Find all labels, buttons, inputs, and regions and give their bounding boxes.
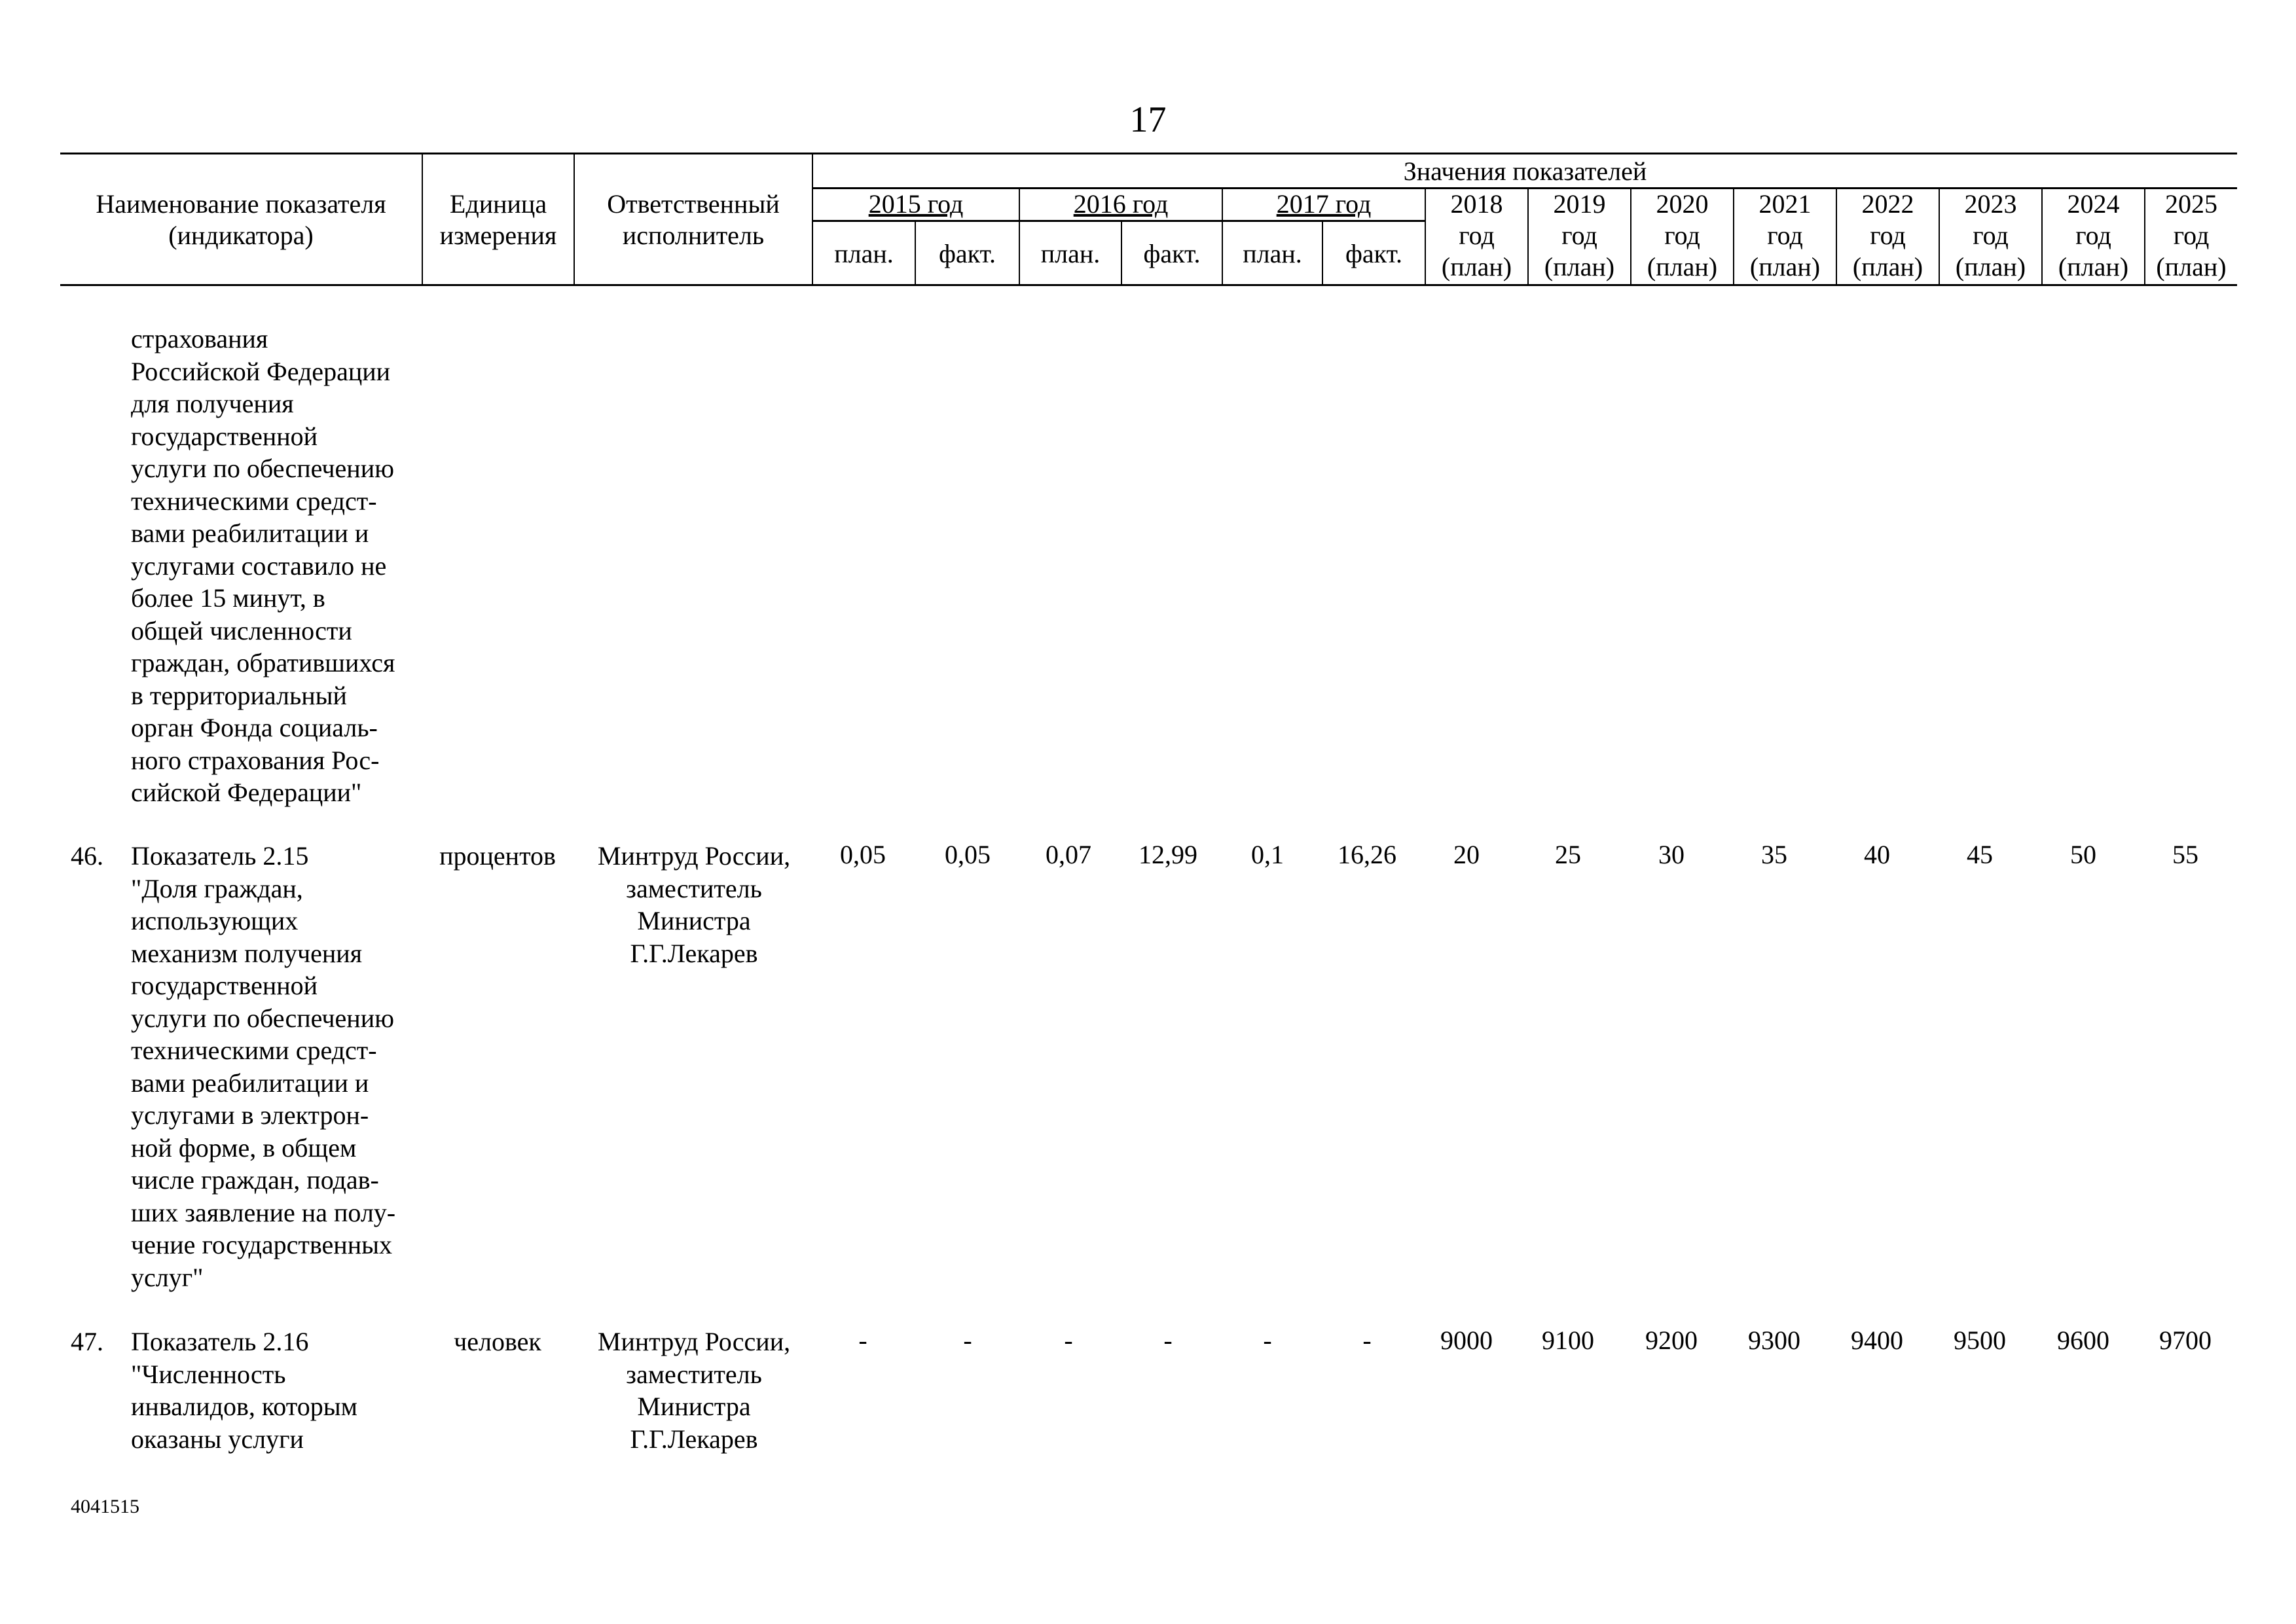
executor: Минтруд России, заместитель Министра Г.Г.Лекарев — [597, 841, 791, 968]
header-plan-year-2020: 2020 год (план) — [1630, 189, 1733, 284]
header-plan-year-2021: 2021 год (план) — [1733, 189, 1836, 284]
value-cell: 16,26 — [1338, 840, 1396, 869]
value-cell: 35 — [1761, 840, 1787, 869]
value-cell: - — [1362, 1326, 1372, 1355]
unit: процентов — [439, 841, 556, 871]
header-plan-year-2022: 2022 год (план) — [1836, 189, 1939, 284]
value-cell: 9600 — [2057, 1326, 2109, 1355]
header-year-2: 2016 год — [1019, 189, 1222, 220]
value-cell: - — [963, 1326, 972, 1355]
header-plan-1: план. — [812, 221, 915, 284]
value-cell: 45 — [1967, 840, 1993, 869]
value-cell: 50 — [2070, 840, 2096, 869]
header-year-subrule — [812, 220, 1425, 222]
row-number: 46. — [71, 841, 103, 871]
value-cell: 9200 — [1645, 1326, 1698, 1355]
header-executor: Ответственный исполнитель — [574, 154, 812, 284]
header-year-3: 2017 год — [1222, 189, 1425, 220]
value-cell: 0,05 — [945, 840, 991, 869]
document-id: 4041515 — [71, 1496, 139, 1517]
value-cell: 55 — [2172, 840, 2198, 869]
value-cell: - — [1263, 1326, 1272, 1355]
header-fact-3: факт. — [1322, 221, 1425, 284]
header-fact-2: факт. — [1121, 221, 1222, 284]
indicator-name: Показатель 2.16 "Численность инвалидов, которым оказаны услуги — [131, 1327, 357, 1454]
value-cell: 0,1 — [1251, 840, 1284, 869]
value-cell: - — [1163, 1326, 1173, 1355]
header-fact-1: факт. — [915, 221, 1019, 284]
value-cell: 9100 — [1542, 1326, 1594, 1355]
header-name: Наименование показателя (индикатора) — [96, 189, 386, 250]
executor: Минтруд России, заместитель Министра Г.Г.Лекарев — [597, 1327, 791, 1454]
value-cell: 40 — [1864, 840, 1890, 869]
value-cell: 20 — [1453, 840, 1480, 869]
row-number: 47. — [71, 1327, 103, 1356]
value-cell: 0,05 — [840, 840, 886, 869]
header-plan-year-2018: 2018 год (план) — [1425, 189, 1527, 284]
value-cell: 9000 — [1440, 1326, 1493, 1355]
header-plan-year-2019: 2019 год (план) — [1527, 189, 1630, 284]
header-unit: Единица измерения — [422, 154, 574, 284]
continuation-text: страхования Российской Федерации для получения государственной услуги по обеспечению техническими средст- вами реабилитации и услугами составило не более 15 минут, в общей численности граждан, обратившихся в территориальный орган Фонда социаль- ного страхования Рос- сийской Федерации" — [131, 324, 395, 807]
value-cell: - — [858, 1326, 867, 1355]
value-cell: 12,99 — [1139, 840, 1197, 869]
header-plan-year-2023: 2023 год (план) — [1939, 189, 2041, 284]
value-cell: 0,07 — [1046, 840, 1091, 869]
header-plan-year-2025: 2025 год (план) — [2144, 189, 2237, 284]
header-plan-3: план. — [1222, 221, 1322, 284]
value-cell: 9400 — [1851, 1326, 1903, 1355]
value-cell: 25 — [1555, 840, 1581, 869]
page-number: 17 — [1129, 99, 1167, 140]
value-cell: - — [1064, 1326, 1073, 1355]
header-values-group: Значения показателей — [812, 154, 2237, 187]
header-plan-year-2024: 2024 год (план) — [2041, 189, 2144, 284]
header-plan-2: план. — [1019, 221, 1121, 284]
unit: человек — [454, 1327, 541, 1356]
value-cell: 9300 — [1748, 1326, 1800, 1355]
value-cell: 30 — [1658, 840, 1685, 869]
header-year-1: 2015 год — [812, 189, 1019, 220]
indicator-name: Показатель 2.15 "Доля граждан, использующих механизм получения государственной услуги по обеспечению техническими средст- вами реабилитации и услугами в электрон- ной форме, в общем числе граждан, подав- ших заявление на полу- чение государственных услуг" — [131, 841, 396, 1292]
value-cell: 9700 — [2159, 1326, 2212, 1355]
header-bottom-rule — [60, 284, 2237, 286]
value-cell: 9500 — [1954, 1326, 2006, 1355]
